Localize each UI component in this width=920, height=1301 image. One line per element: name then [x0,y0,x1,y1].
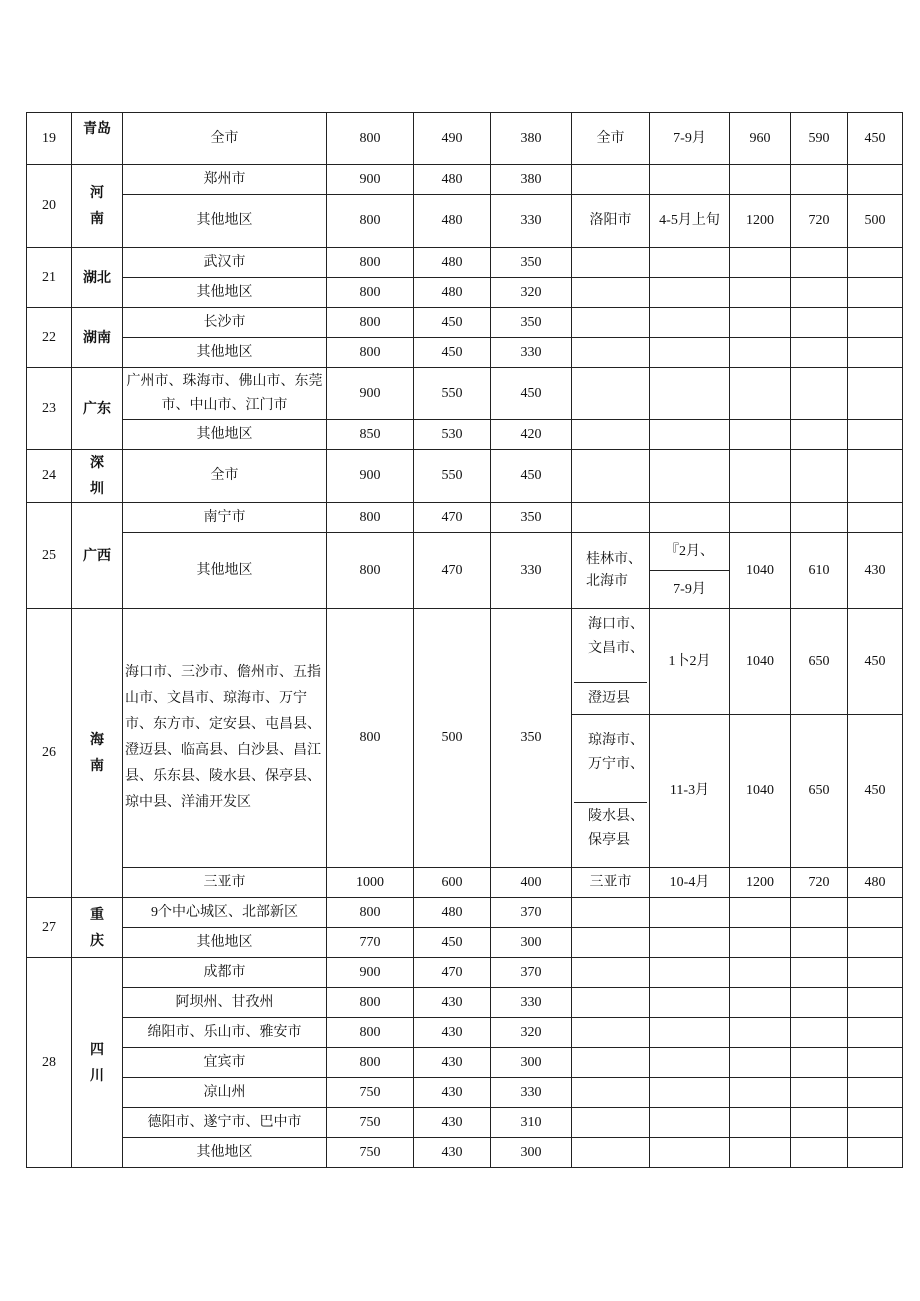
region-name: 河 南 [72,165,123,248]
region-name: 青岛 [72,113,123,165]
value-cell: 350 [491,503,572,533]
table-row [27,928,903,958]
peak-value-cell: 1040 [730,609,791,715]
value-cell: 450 [491,368,572,420]
row-number: 25 [27,503,72,609]
value-cell: 330 [491,338,572,368]
area-cell: 广州市、珠海市、佛山市、东莞市、中山市、江门市 [123,368,327,420]
value-cell: 550 [414,450,491,503]
peak-value-cell: 1200 [730,868,791,898]
table-row [27,609,903,715]
area-cell: 德阳市、遂宁市、巴中市 [123,1108,327,1138]
table-row [27,1078,903,1108]
area-cell: 其他地区 [123,1138,327,1168]
table-row [27,420,903,450]
area-cell: 其他地区 [123,338,327,368]
value-cell: 800 [327,533,414,609]
table-row [27,165,903,195]
area-cell: 郑州市 [123,165,327,195]
value-cell: 530 [414,420,491,450]
value-cell: 320 [491,1018,572,1048]
peak-value-cell: 720 [791,868,848,898]
row-number: 27 [27,898,72,958]
table-row [27,1138,903,1168]
area-cell: 三亚市 [123,868,327,898]
value-cell: 370 [491,898,572,928]
value-cell: 420 [491,420,572,450]
value-cell: 600 [414,868,491,898]
value-cell: 320 [491,278,572,308]
area-cell: 其他地区 [123,533,327,609]
value-cell: 350 [491,308,572,338]
value-cell: 350 [491,248,572,278]
region-name: 湖北 [72,248,123,308]
table-row [27,113,903,165]
area-cell: 宜宾市 [123,1048,327,1078]
area-cell: 长沙市 [123,308,327,338]
table-row [27,338,903,368]
row-number: 21 [27,248,72,308]
value-cell: 350 [491,609,572,868]
area-cell: 武汉市 [123,248,327,278]
value-cell: 430 [414,1078,491,1108]
row-number: 26 [27,609,72,898]
peak-value-cell: 650 [791,609,848,715]
table-row [27,1048,903,1078]
value-cell: 300 [491,928,572,958]
region-name: 广西 [72,503,123,609]
row-number: 19 [27,113,72,165]
value-cell: 480 [414,165,491,195]
area-cell: 绵阳市、乐山市、雅安市 [123,1018,327,1048]
value-cell: 800 [327,1018,414,1048]
peak-months-cell: 7-9月 [650,571,730,609]
peak-value-cell: 1040 [730,715,791,868]
area-cell: 其他地区 [123,195,327,248]
value-cell: 750 [327,1138,414,1168]
value-cell: 900 [327,958,414,988]
peak-value-cell: 720 [791,195,848,248]
value-cell: 330 [491,1078,572,1108]
value-cell: 900 [327,368,414,420]
peak-area-cell: 洛阳市 [572,195,650,248]
peak-value-cell: 1200 [730,195,791,248]
value-cell: 800 [327,338,414,368]
peak-months-cell: 1卜2月 [650,609,730,715]
peak-months-cell: 10-4月 [650,868,730,898]
table-row [27,278,903,308]
value-cell: 800 [327,113,414,165]
table-row [27,1108,903,1138]
peak-value-cell: 430 [848,533,903,609]
peak-value-cell: 1040 [730,533,791,609]
row-number: 24 [27,450,72,503]
peak-months-cell: 7-9月 [650,113,730,165]
peak-value-cell: 590 [791,113,848,165]
value-cell: 450 [414,338,491,368]
table-row [27,988,903,1018]
value-cell: 800 [327,308,414,338]
peak-value-cell: 610 [791,533,848,609]
table-row [27,898,903,928]
peak-area-cell: 琼海市、万宁市、 陵水县、保亭县 [572,715,650,868]
region-name: 四 川 [72,958,123,1168]
value-cell: 770 [327,928,414,958]
value-cell: 550 [414,368,491,420]
value-cell: 1000 [327,868,414,898]
value-cell: 330 [491,533,572,609]
row-number: 20 [27,165,72,248]
value-cell: 480 [414,278,491,308]
value-cell: 470 [414,503,491,533]
region-name: 重 庆 [72,898,123,958]
value-cell: 380 [491,165,572,195]
value-cell: 430 [414,1108,491,1138]
value-cell: 480 [414,195,491,248]
value-cell: 400 [491,868,572,898]
value-cell: 450 [491,450,572,503]
value-cell: 450 [414,308,491,338]
peak-value-cell: 480 [848,868,903,898]
value-cell: 330 [491,195,572,248]
table-row [27,868,903,898]
value-cell: 750 [327,1078,414,1108]
value-cell: 800 [327,195,414,248]
value-cell: 800 [327,248,414,278]
value-cell: 850 [327,420,414,450]
value-cell: 300 [491,1048,572,1078]
region-name: 湖南 [72,308,123,368]
peak-value-cell: 500 [848,195,903,248]
value-cell: 430 [414,988,491,1018]
area-cell: 成都市 [123,958,327,988]
value-cell: 370 [491,958,572,988]
table-row [27,248,903,278]
area-cell: 南宁市 [123,503,327,533]
value-cell: 300 [491,1138,572,1168]
table-row [27,958,903,988]
peak-area-cell: 桂林市、北海市 [572,533,650,609]
table-row [27,533,903,571]
value-cell: 800 [327,1048,414,1078]
value-cell: 480 [414,898,491,928]
peak-months-cell: 11-3月 [650,715,730,868]
area-cell: 全市 [123,450,327,503]
peak-area-cell: 海口市、文昌市、 澄迈县 [572,609,650,715]
value-cell: 800 [327,278,414,308]
value-cell: 430 [414,1048,491,1078]
peak-value-cell: 450 [848,609,903,715]
value-cell: 430 [414,1138,491,1168]
peak-value-cell: 450 [848,113,903,165]
row-number: 23 [27,368,72,450]
value-cell: 500 [414,609,491,868]
peak-area-cell: 全市 [572,113,650,165]
peak-value-cell: 650 [791,715,848,868]
row-number: 22 [27,308,72,368]
value-cell: 800 [327,609,414,868]
value-cell: 430 [414,1018,491,1048]
value-cell: 310 [491,1108,572,1138]
area-cell: 阿坝州、甘孜州 [123,988,327,1018]
table-row [27,308,903,338]
peak-value-cell: 450 [848,715,903,868]
value-cell: 490 [414,113,491,165]
area-cell: 海口市、三沙市、儋州市、五指山市、文昌市、琼海市、万宁市、东方市、定安县、屯昌县、澄迈县、临高县、白沙县、昌江县、乐东县、陵水县、保亭县、琼中县、洋浦开发区 [123,609,327,868]
region-name: 海 南 [72,609,123,898]
table-row [27,195,903,248]
table-row [27,368,903,420]
peak-value-cell: 960 [730,113,791,165]
peak-months-cell: 4-5月上旬 [650,195,730,248]
table-row [27,450,903,503]
area-cell: 9个中心城区、北部新区 [123,898,327,928]
value-cell: 800 [327,988,414,1018]
value-cell: 330 [491,988,572,1018]
value-cell: 900 [327,165,414,195]
value-cell: 750 [327,1108,414,1138]
value-cell: 800 [327,898,414,928]
value-cell: 800 [327,503,414,533]
value-cell: 470 [414,533,491,609]
table-row [27,1018,903,1048]
value-cell: 450 [414,928,491,958]
peak-months-cell: 『2月、 [650,533,730,571]
area-cell: 其他地区 [123,420,327,450]
table-row [27,503,903,533]
standards-table [26,112,903,1168]
region-name: 广东 [72,368,123,450]
value-cell: 470 [414,958,491,988]
value-cell: 480 [414,248,491,278]
row-number: 28 [27,958,72,1168]
area-cell: 凉山州 [123,1078,327,1108]
region-name: 深 圳 [72,450,123,503]
value-cell: 900 [327,450,414,503]
value-cell: 380 [491,113,572,165]
peak-area-cell: 三亚市 [572,868,650,898]
area-cell: 全市 [123,113,327,165]
area-cell: 其他地区 [123,278,327,308]
area-cell: 其他地区 [123,928,327,958]
